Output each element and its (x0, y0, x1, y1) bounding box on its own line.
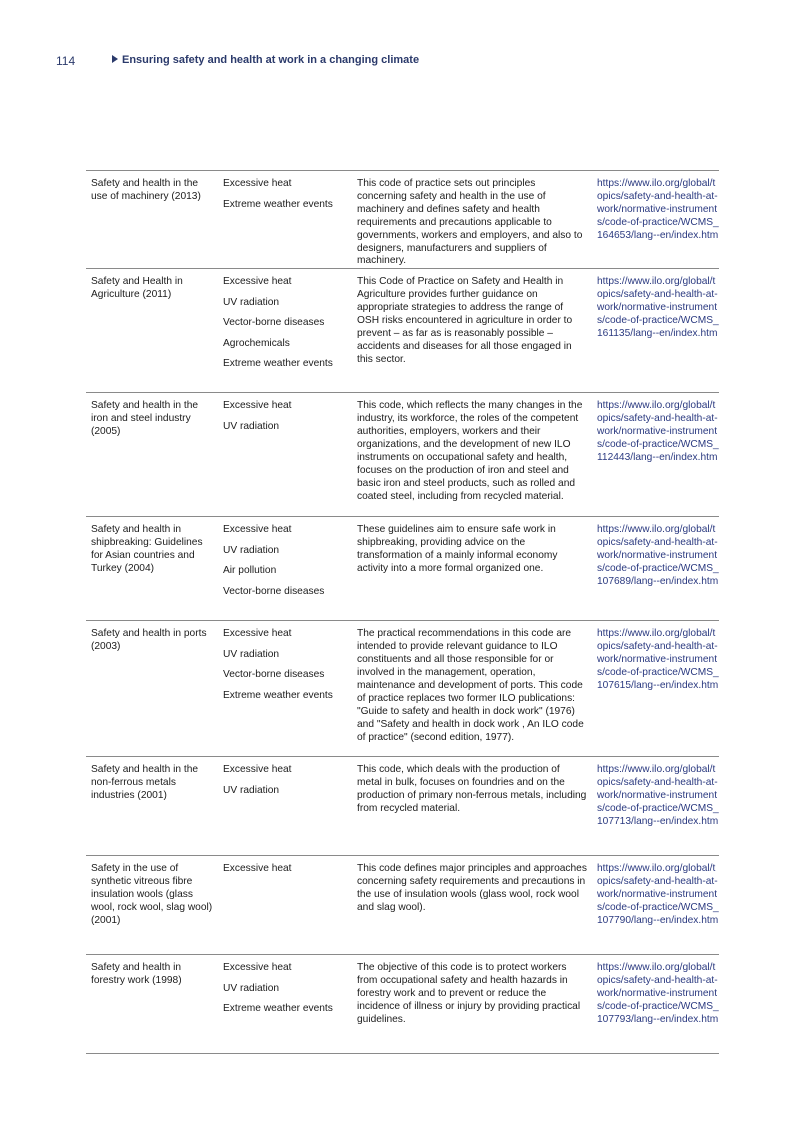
triangle-arrow-icon (112, 55, 118, 63)
code-link[interactable]: https://www.ilo.org/global/topics/safety-and-health-at-work/normative-instruments/code-of-practice/WCMS_164653/lang--en/index.htm (597, 178, 719, 241)
hazard-item: Agrochemicals (223, 337, 290, 349)
hazard-item: UV radiation (223, 648, 280, 660)
code-title: Safety and health in the non-ferrous metals industries (2001) (86, 757, 219, 856)
code-link-cell (593, 955, 719, 1054)
code-link-cell (593, 517, 719, 621)
code-link[interactable]: https://www.ilo.org/global/topics/safety-and-health-at-work/normative-instruments/code-of-practice/WCMS_107615/lang--en/index.htm (597, 628, 719, 691)
code-description: The objective of this code is to protect workers from occupational safety and health hazards in forestry work and to prevent or reduce the incidence of illness or injury by providing practical guidelines. (353, 955, 593, 1054)
table-row (86, 856, 719, 955)
hazard-item: Excessive heat (223, 962, 292, 974)
table-row (86, 517, 719, 621)
code-link-cell (593, 621, 719, 757)
code-link[interactable]: https://www.ilo.org/global/topics/safety-and-health-at-work/normative-instruments/code-of-practice/WCMS_161135/lang--en/index.htm (597, 276, 719, 339)
hazard-item: Excessive heat (223, 628, 292, 640)
code-title: Safety and health in ports (2003) (86, 621, 219, 757)
hazards-cell (219, 517, 353, 621)
page-header (56, 54, 733, 70)
hazard-item: Excessive heat (223, 276, 292, 288)
hazard-item: UV radiation (223, 544, 280, 556)
code-link[interactable]: https://www.ilo.org/global/topics/safety-and-health-at-work/normative-instruments/code-of-practice/WCMS_107793/lang--en/index.htm (597, 962, 719, 1025)
page-number: 114 (56, 54, 76, 68)
code-link[interactable]: https://www.ilo.org/global/topics/safety-and-health-at-work/normative-instruments/code-of-practice/WCMS_107790/lang--en/index.htm (597, 863, 719, 926)
code-description: This code, which reflects the many changes in the industry, its workforce, the roles of the competent authorities, employers, workers and their organizations, and the development of new ILO instruments on occupational safety and health, focuses on the production of iron and steel and basic iron and steel products, such as rolled and coated steel, including from recycled material. (353, 393, 593, 517)
hazard-item: Excessive heat (223, 400, 292, 412)
running-header (112, 54, 419, 66)
hazards-cell (219, 856, 353, 955)
hazards-cell (219, 757, 353, 856)
hazards-cell (219, 393, 353, 517)
code-description: This Code of Practice on Safety and Health in Agriculture provides further guidance on appropriate strategies to address the range of OSH risks encountered in agriculture in order to prevent – as far as is reasonably possible – accidents and diseases for all those engaged in this sector. (353, 269, 593, 393)
hazard-item: Extreme weather events (223, 198, 333, 210)
code-link[interactable]: https://www.ilo.org/global/topics/safety-and-health-at-work/normative-instruments/code-of-practice/WCMS_112443/lang--en/index.htm (597, 400, 719, 463)
code-description: This code of practice sets out principles concerning safety and health in the use of machinery and defines safety and health requirements and precautions applicable to governments, workers and employers, and also to designers, manufacturers and suppliers of machinery. (353, 171, 593, 269)
hazard-item: Extreme weather events (223, 358, 333, 370)
running-header-text: Ensuring safety and health at work in a changing climate (122, 54, 420, 66)
code-title: Safety and health in shipbreaking: Guidelines for Asian countries and Turkey (2004) (86, 517, 219, 621)
hazards-cell (219, 171, 353, 269)
codes-of-practice-table (86, 170, 719, 1054)
hazard-item: Excessive heat (223, 764, 292, 776)
table-row (86, 621, 719, 757)
hazard-item: Excessive heat (223, 863, 292, 875)
code-link-cell (593, 856, 719, 955)
hazard-item: UV radiation (223, 420, 280, 432)
code-title: Safety and health in forestry work (1998) (86, 955, 219, 1054)
hazard-item: UV radiation (223, 784, 280, 796)
hazard-item: Vector-borne diseases (223, 317, 325, 329)
hazards-cell (219, 269, 353, 393)
table-row (86, 393, 719, 517)
hazard-item: Excessive heat (223, 524, 292, 536)
code-link[interactable]: https://www.ilo.org/global/topics/safety-and-health-at-work/normative-instruments/code-of-practice/WCMS_107689/lang--en/index.htm (597, 524, 719, 587)
code-description: This code defines major principles and approaches concerning safety requirements and precautions in the use of insulation wools (glass wool, rock wool and slag wool). (353, 856, 593, 955)
code-description: The practical recommendations in this code are intended to provide relevant guidance to ILO constituents and all those responsible for or involved in the management, operation, maintenance and development of ports. This code of practice replaces two former ILO publications: "Guide to safety and health in dock work" (1976) and "Safety and health in dock work , An ILO code of practice" (second edition, 1977). (353, 621, 593, 757)
code-title: Safety in the use of synthetic vitreous fibre insulation wools (glass wool, rock wool, slag wool) (2001) (86, 856, 219, 955)
code-title: Safety and Health in Agriculture (2011) (86, 269, 219, 393)
table-row (86, 757, 719, 856)
hazard-item: Vector-borne diseases (223, 585, 325, 597)
table-row (86, 269, 719, 393)
table-row (86, 955, 719, 1054)
code-description: These guidelines aim to ensure safe work in shipbreaking, providing advice on the transformation of a mainly informal economy activity into a more formal organized one. (353, 517, 593, 621)
code-link-cell (593, 171, 719, 269)
code-link[interactable]: https://www.ilo.org/global/topics/safety-and-health-at-work/normative-instruments/code-of-practice/WCMS_107713/lang--en/index.htm (597, 764, 719, 827)
code-link-cell (593, 757, 719, 856)
code-title: Safety and health in the iron and steel industry (2005) (86, 393, 219, 517)
hazards-cell (219, 955, 353, 1054)
table-row (86, 171, 719, 269)
hazard-item: Excessive heat (223, 178, 292, 189)
hazard-item: UV radiation (223, 982, 280, 994)
hazard-item: Air pollution (223, 565, 277, 577)
hazard-item: UV radiation (223, 296, 280, 308)
code-title: Safety and health in the use of machinery (2013) (86, 171, 219, 269)
hazard-item: Vector-borne diseases (223, 669, 325, 681)
code-link-cell (593, 269, 719, 393)
code-description: This code, which deals with the production of metal in bulk, focuses on foundries and on the production of primary non-ferrous metals, including from recycled material. (353, 757, 593, 856)
hazard-item: Extreme weather events (223, 689, 333, 701)
hazard-item: Extreme weather events (223, 1003, 333, 1015)
hazards-cell (219, 621, 353, 757)
code-link-cell (593, 393, 719, 517)
